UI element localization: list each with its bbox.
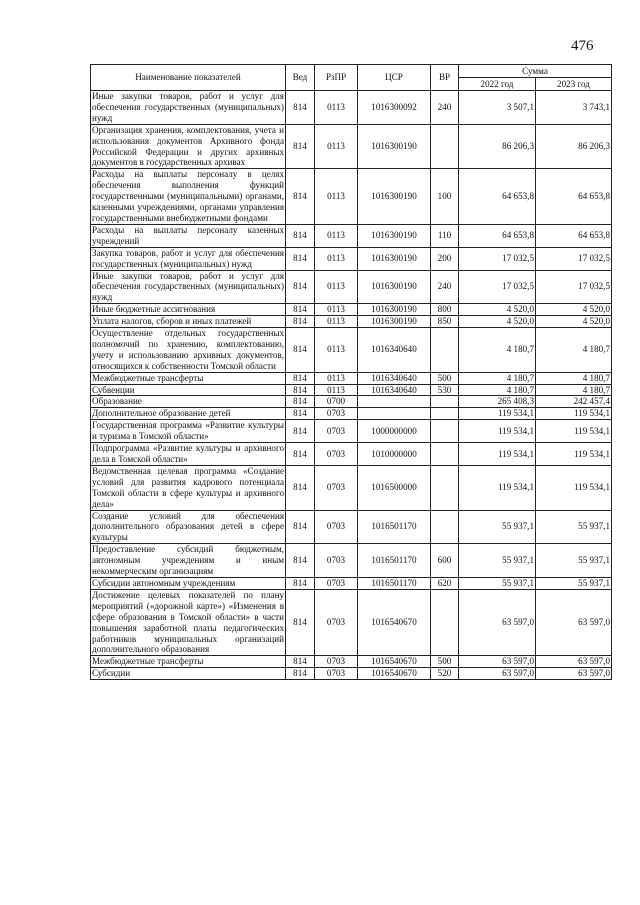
row-name: Осуществление отдельных государственных полномочий по хранению, комплектованию, учету и использованию архивных документов, относящихся к собственности Томской области (92, 328, 284, 371)
row-vr: 100 (431, 169, 459, 225)
table-row (91, 270, 612, 304)
row-name: Иные закупки товаров, работ и услуг для обеспечения государственных (муниципальных) нужд (92, 91, 284, 123)
row-value-2023: 119 534,1 (536, 420, 612, 443)
row-value-2023: 242 457,4 (536, 396, 612, 408)
row-value-2022: 55 937,1 (459, 510, 536, 544)
row-ved: 814 (286, 124, 315, 169)
row-csr: 1016300190 (358, 224, 431, 247)
table-row (91, 372, 612, 384)
row-value-2023: 63 597,0 (536, 668, 612, 680)
row-vr: 500 (431, 372, 459, 384)
row-value-2023: 63 597,0 (536, 656, 612, 668)
row-csr: 1010000000 (358, 443, 431, 466)
row-value-2022: 4 180,7 (459, 384, 536, 396)
row-rzpr: 0703 (315, 443, 358, 466)
row-vr (431, 396, 459, 408)
row-value-2022: 119 534,1 (459, 408, 536, 420)
row-rzpr: 0113 (315, 169, 358, 225)
row-ved: 814 (286, 91, 315, 125)
row-rzpr: 0703 (315, 589, 358, 655)
row-value-2023: 86 206,3 (536, 124, 612, 169)
row-rzpr: 0703 (315, 656, 358, 668)
row-rzpr: 0700 (315, 396, 358, 408)
row-vr: 600 (431, 544, 459, 578)
row-value-2023: 55 937,1 (536, 544, 612, 578)
table-row (91, 656, 612, 668)
row-value-2022: 4 520,0 (459, 304, 536, 316)
row-ved: 814 (286, 169, 315, 225)
row-ved: 814 (286, 544, 315, 578)
row-csr: 1016501170 (358, 510, 431, 544)
row-ved: 814 (286, 247, 315, 270)
row-name: Субсидии (91, 668, 286, 680)
row-rzpr: 0703 (315, 577, 358, 589)
row-value-2023: 63 597,0 (536, 589, 612, 655)
row-value-2022: 55 937,1 (459, 544, 536, 578)
row-name: Образование (91, 396, 286, 408)
row-vr: 620 (431, 577, 459, 589)
table-row (91, 443, 612, 466)
row-ved: 814 (286, 384, 315, 396)
row-vr: 240 (431, 270, 459, 304)
row-name: Межбюджетные трансферты (91, 656, 286, 668)
row-vr (431, 510, 459, 544)
row-value-2022: 63 597,0 (459, 668, 536, 680)
row-ved: 814 (286, 577, 315, 589)
row-value-2022: 4 180,7 (459, 328, 536, 373)
row-csr: 1016540670 (358, 656, 431, 668)
row-ved: 814 (286, 224, 315, 247)
row-name: Дополнительное образование детей (91, 408, 286, 420)
page-number: 476 (571, 38, 594, 54)
row-vr (431, 408, 459, 420)
table-row (91, 316, 612, 328)
table-row (91, 544, 612, 578)
row-value-2022: 64 653,8 (459, 224, 536, 247)
row-ved: 814 (286, 270, 315, 304)
table-row (91, 224, 612, 247)
header-name: Наименование показателей (91, 65, 286, 91)
row-ved: 814 (286, 668, 315, 680)
row-vr (431, 465, 459, 510)
row-value-2022: 17 032,5 (459, 270, 536, 304)
row-csr: 1016340640 (358, 372, 431, 384)
row-ved: 814 (286, 510, 315, 544)
row-name: Государственная программа «Развитие культуры и туризма в Томской области» (92, 420, 284, 442)
row-ved: 814 (286, 304, 315, 316)
row-name: Ведомственная целевая программа «Создание условий для развития кадрового потенциала Томской области в сфере культуры и архивного дела» (92, 465, 284, 509)
row-vr: 520 (431, 668, 459, 680)
row-value-2023: 4 180,7 (536, 328, 612, 373)
row-vr: 200 (431, 247, 459, 270)
row-rzpr: 0703 (315, 510, 358, 544)
table-row (91, 328, 612, 373)
row-csr: 1016340640 (358, 328, 431, 373)
row-rzpr: 0113 (315, 372, 358, 384)
row-vr (431, 443, 459, 466)
row-ved: 814 (286, 589, 315, 655)
header-vr: ВР (431, 65, 459, 91)
row-vr: 850 (431, 316, 459, 328)
row-vr: 800 (431, 304, 459, 316)
row-ved: 814 (286, 396, 315, 408)
row-value-2023: 119 534,1 (536, 465, 612, 510)
row-ved: 814 (286, 420, 315, 443)
row-name: Субсидии автономным учреждениям (91, 577, 286, 589)
row-name: Достижение целевых показателей по плану мероприятий («дорожной карте») «Изменения в сфере образования в Томской области» в части повышения заработной платы педагогических работников муниципальных организаций дополнительного образования (92, 589, 284, 655)
row-value-2023: 55 937,1 (536, 510, 612, 544)
row-value-2023: 4 520,0 (536, 316, 612, 328)
row-value-2022: 17 032,5 (459, 247, 536, 270)
row-ved: 814 (286, 656, 315, 668)
row-name: Закупка товаров, работ и услуг для обеспечения государственных (муниципальных) нужд (92, 247, 284, 269)
row-value-2022: 64 653,8 (459, 169, 536, 225)
row-value-2023: 64 653,8 (536, 169, 612, 225)
table-row (91, 589, 612, 655)
row-vr (431, 124, 459, 169)
row-name: Организация хранения, комплектования, учета и использования документов Архивного фонда Российской Федерации и других архивных документов в государственных архивах (92, 124, 284, 168)
row-vr (431, 328, 459, 373)
row-rzpr: 0703 (315, 668, 358, 680)
table-body (91, 91, 612, 680)
row-value-2022: 119 534,1 (459, 443, 536, 466)
table-row (91, 420, 612, 443)
row-value-2023: 4 180,7 (536, 384, 612, 396)
row-csr: 1016501170 (358, 544, 431, 578)
row-csr: 1016300190 (358, 124, 431, 169)
row-csr: 1016300190 (358, 304, 431, 316)
row-rzpr: 0113 (315, 304, 358, 316)
row-vr (431, 589, 459, 655)
row-value-2022: 4 520,0 (459, 316, 536, 328)
row-csr (358, 408, 431, 420)
row-rzpr: 0113 (315, 270, 358, 304)
row-ved: 814 (286, 316, 315, 328)
row-value-2023: 4 180,7 (536, 372, 612, 384)
row-value-2023: 64 653,8 (536, 224, 612, 247)
table-header (91, 65, 612, 91)
row-rzpr: 0113 (315, 224, 358, 247)
row-value-2022: 4 180,7 (459, 372, 536, 384)
row-name: Субвенции (91, 384, 286, 396)
row-rzpr: 0703 (315, 465, 358, 510)
row-name: Подпрограмма «Развитие культуры и архивного дела в Томской области» (92, 443, 284, 464)
row-ved: 814 (286, 372, 315, 384)
header-year-2022: 2022 год (459, 78, 536, 91)
row-rzpr: 0113 (315, 328, 358, 373)
row-csr: 1016300092 (358, 91, 431, 125)
row-vr: 530 (431, 384, 459, 396)
row-name: Межбюджетные трансферты (91, 372, 286, 384)
table-row (91, 408, 612, 420)
row-name: Иные закупки товаров, работ и услуг для обеспечения государственных (муниципальных) нужд (92, 270, 284, 303)
table-row (91, 465, 612, 510)
row-value-2022: 86 206,3 (459, 124, 536, 169)
row-value-2022: 3 507,1 (459, 91, 536, 125)
row-csr: 1016300190 (358, 270, 431, 304)
row-csr (358, 396, 431, 408)
row-vr: 110 (431, 224, 459, 247)
row-csr: 1016340640 (358, 384, 431, 396)
header-csr: ЦСР (358, 65, 431, 91)
row-value-2023: 17 032,5 (536, 247, 612, 270)
row-csr: 1000000000 (358, 420, 431, 443)
row-value-2023: 119 534,1 (536, 408, 612, 420)
table-row (91, 396, 612, 408)
row-ved: 814 (286, 408, 315, 420)
row-ved: 814 (286, 328, 315, 373)
row-rzpr: 0113 (315, 384, 358, 396)
row-vr: 240 (431, 91, 459, 125)
row-rzpr: 0113 (315, 91, 358, 125)
row-value-2023: 3 743,1 (536, 91, 612, 125)
row-name: Иные бюджетные ассигнования (91, 304, 286, 316)
row-rzpr: 0113 (315, 247, 358, 270)
table-row (91, 91, 612, 125)
table-row (91, 384, 612, 396)
row-vr (431, 420, 459, 443)
row-value-2022: 63 597,0 (459, 589, 536, 655)
row-value-2022: 119 534,1 (459, 420, 536, 443)
row-rzpr: 0113 (315, 124, 358, 169)
row-rzpr: 0703 (315, 420, 358, 443)
budget-table (90, 64, 612, 680)
row-value-2022: 265 408,3 (459, 396, 536, 408)
table-row (91, 304, 612, 316)
table-row (91, 577, 612, 589)
row-csr: 1016500000 (358, 465, 431, 510)
row-value-2022: 55 937,1 (459, 577, 536, 589)
row-rzpr: 0703 (315, 544, 358, 578)
table-row (91, 247, 612, 270)
header-ved: Вед (286, 65, 315, 91)
row-csr: 1016300190 (358, 169, 431, 225)
row-csr: 1016300190 (358, 316, 431, 328)
row-name: Расходы на выплаты персоналу в целях обеспечения выполнения функций государственными (муниципальными) органами, казенными учреждениями, органами управления государственными внебюджетными фондами (92, 169, 284, 223)
row-vr: 500 (431, 656, 459, 668)
row-csr: 1016300190 (358, 247, 431, 270)
table-row (91, 169, 612, 225)
row-name: Расходы на выплаты персоналу казенных учреждений (92, 224, 284, 246)
row-ved: 814 (286, 465, 315, 510)
row-csr: 1016501170 (358, 577, 431, 589)
row-ved: 814 (286, 443, 315, 466)
row-value-2023: 4 520,0 (536, 304, 612, 316)
row-csr: 1016540670 (358, 668, 431, 680)
row-rzpr: 0113 (315, 316, 358, 328)
row-value-2022: 63 597,0 (459, 656, 536, 668)
row-csr: 1016540670 (358, 589, 431, 655)
table-row (91, 124, 612, 169)
header-rzpr: РзПР (315, 65, 358, 91)
row-value-2022: 119 534,1 (459, 465, 536, 510)
row-name: Предоставление субсидий бюджетным, автономным учреждениям и иным некоммерческим организациям (92, 544, 284, 577)
header-year-2023: 2023 год (536, 78, 612, 91)
header-sum: Сумма (459, 65, 612, 78)
table-row (91, 668, 612, 680)
table-row (91, 510, 612, 544)
row-name: Создание условий для обеспечения дополнительного образования детей в сфере культуры (92, 510, 284, 543)
row-rzpr: 0703 (315, 408, 358, 420)
row-value-2023: 55 937,1 (536, 577, 612, 589)
row-value-2023: 119 534,1 (536, 443, 612, 466)
row-value-2023: 17 032,5 (536, 270, 612, 304)
row-name: Уплата налогов, сборов и иных платежей (91, 316, 286, 328)
